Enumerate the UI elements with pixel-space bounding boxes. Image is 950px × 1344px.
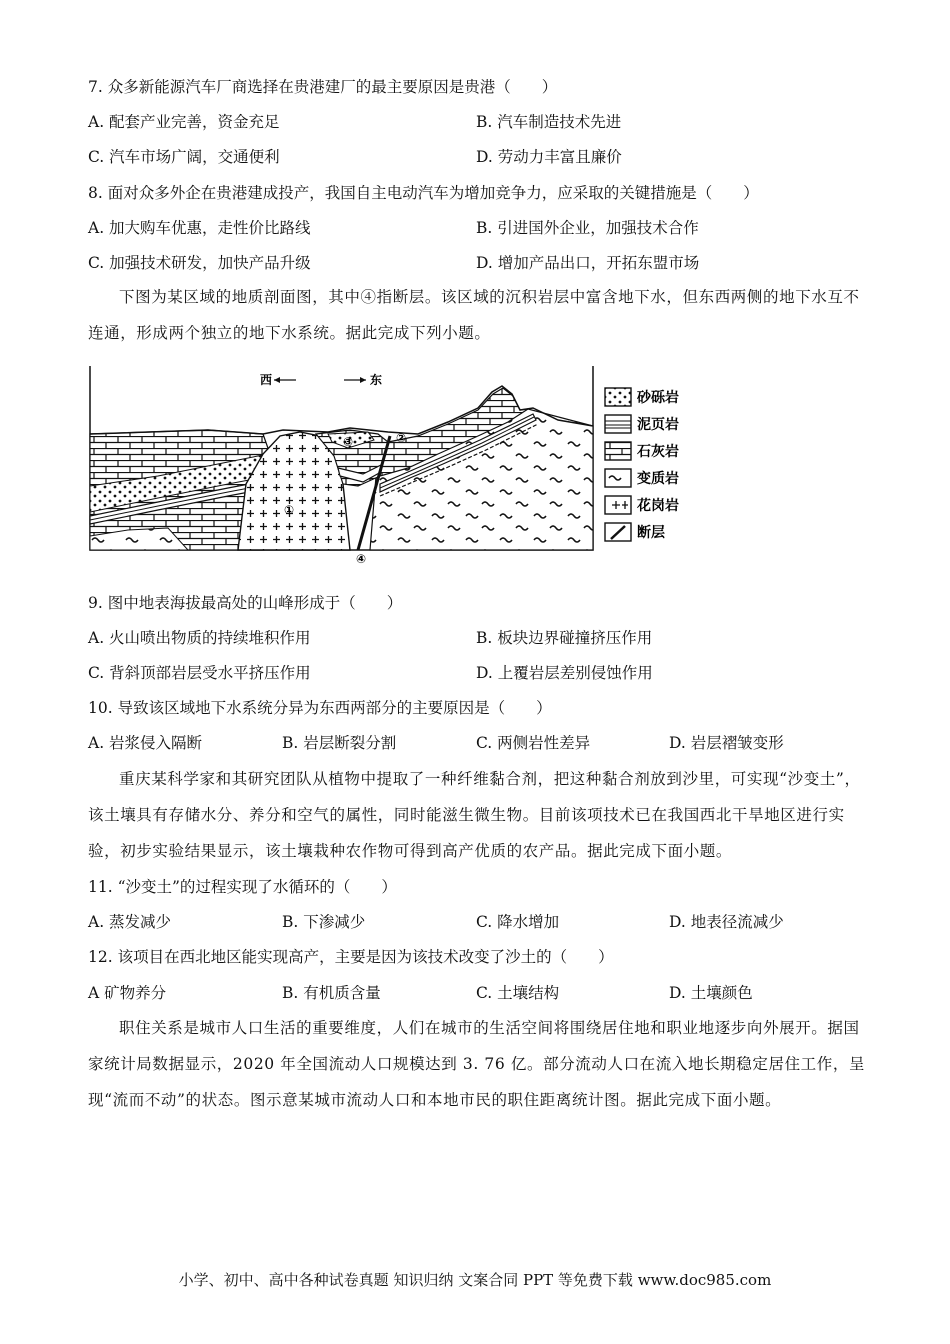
legend [605, 388, 679, 541]
label-3: ③ [343, 435, 354, 449]
legend-granite: 花岗岩 [637, 498, 679, 514]
question-10-option-b: B. 岩层断裂分割 [282, 734, 397, 752]
question-9-option-b: B. 板块边界碰撞挤压作用 [476, 629, 653, 647]
question-9-stem: 9. 图中地表海拔最高处的山峰形成于（ ） [88, 594, 403, 612]
legend-swatch-shale [605, 415, 631, 433]
legend-shale: 泥页岩 [637, 417, 679, 433]
legend-swatch-metamorphic [605, 469, 631, 487]
question-11-stem: 11. “沙变土”的过程实现了水循环的（ ） [88, 878, 397, 896]
question-9-option-c: C. 背斜顶部岩层受水平挤压作用 [88, 664, 311, 682]
question-11-option-c: C. 降水增加 [476, 913, 560, 931]
question-8-option-a: A. 加大购车优惠，走性价比路线 [88, 219, 311, 237]
question-12-option-b: B. 有机质含量 [282, 984, 381, 1002]
passage-geology: 下图为某区域的地质剖面图，其中④指断层。该区域的沉积岩层中富含地下水，但东西两侧的地下水互不连通，形成两个独立的地下水系统。据此完成下列小题。 [88, 288, 860, 342]
question-11-option-a: A. 蒸发减少 [88, 913, 172, 931]
question-8-stem: 8. 面对众多外企在贵港建成投产，我国自主电动汽车为增加竞争力，应采取的关键措施是（ ） [88, 184, 759, 202]
question-8-option-c: C. 加强技术研发，加快产品升级 [88, 254, 311, 272]
label-1: ① [284, 503, 295, 517]
question-10-option-a: A. 岩浆侵入隔断 [88, 734, 203, 752]
question-10-stem: 10. 导致该区域地下水系统分异为东西两部分的主要原因是（ ） [88, 699, 552, 717]
question-12-option-d: D. 土壤颜色 [669, 984, 753, 1002]
question-8-option-b: B. 引进国外企业，加强技术合作 [476, 219, 699, 237]
question-9-option-a: A. 火山喷出物质的持续堆积作用 [88, 629, 311, 647]
question-7-option-a: A. 配套产业完善，资金充足 [88, 113, 280, 131]
question-7-stem: 7. 众多新能源汽车厂商选择在贵港建厂的最主要原因是贵港（ ） [88, 78, 558, 96]
geologic-cross-section [88, 364, 693, 568]
question-7-option-d: D. 劳动力丰富且廉价 [476, 148, 622, 166]
question-9-option-d: D. 上覆岩层差别侵蚀作用 [476, 664, 653, 682]
west-label: 西 [260, 373, 273, 387]
question-10-option-d: D. 岩层褶皱变形 [669, 734, 784, 752]
question-8-option-d: D. 增加产品出口，开拓东盟市场 [476, 254, 700, 272]
legend-sandstone: 砂砾岩 [637, 390, 679, 406]
passage-sand-to-soil: 重庆某科学家和其研究团队从植物中提取了一种纤维黏合剂，把这种黏合剂放到沙里，可实现“沙变土”，该土壤具有存储水分、养分和空气的属性，同时能滋生微生物。目前该项技术已在我国西北干旱地区进行实验，初步实验结果显示，该土壤栽种农作物可得到高产优质的农产品。据此完成下面小题。 [88, 770, 861, 860]
question-10-option-c: C. 两侧岩性差异 [476, 734, 591, 752]
east-label: 东 [370, 373, 383, 387]
legend-swatch-limestone [605, 442, 631, 460]
question-12-option-c: C. 土壤结构 [476, 984, 560, 1002]
legend-swatch-sandstone [605, 388, 631, 406]
page-footer: 小学、初中、高中各种试卷真题 知识归纳 文案合同 PPT 等免费下载 www.doc985.com [178, 1271, 772, 1289]
question-7-option-b: B. 汽车制造技术先进 [476, 113, 622, 131]
question-11-option-d: D. 地表径流减少 [669, 913, 784, 931]
question-12-option-a: A 矿物养分 [88, 984, 167, 1002]
label-4: ④ [356, 552, 367, 566]
passage-commute: 职住关系是城市人口生活的重要维度，人们在城市的生活空间将围绕居住地和职业地逐步向外展开。据国家统计局数据显示，2020 年全国流动人口规模达到 3. 76 亿。部分流动人口在流入地长期稳定居住工作，呈现“流而不动”的状态。图示意某城市流动人口和本地市民的职住距离统计图。据此完成下面小题。 [88, 1019, 866, 1109]
label-2: ② [396, 431, 407, 445]
question-11-option-b: B. 下渗减少 [282, 913, 366, 931]
legend-fault: 断层 [637, 525, 665, 541]
legend-metamorphic: 变质岩 [637, 471, 679, 487]
legend-limestone: 石灰岩 [637, 444, 679, 460]
question-12-stem: 12. 该项目在西北地区能实现高产，主要是因为该技术改变了沙土的（ ） [88, 948, 614, 966]
question-7-option-c: C. 汽车市场广阔，交通便利 [88, 148, 280, 166]
